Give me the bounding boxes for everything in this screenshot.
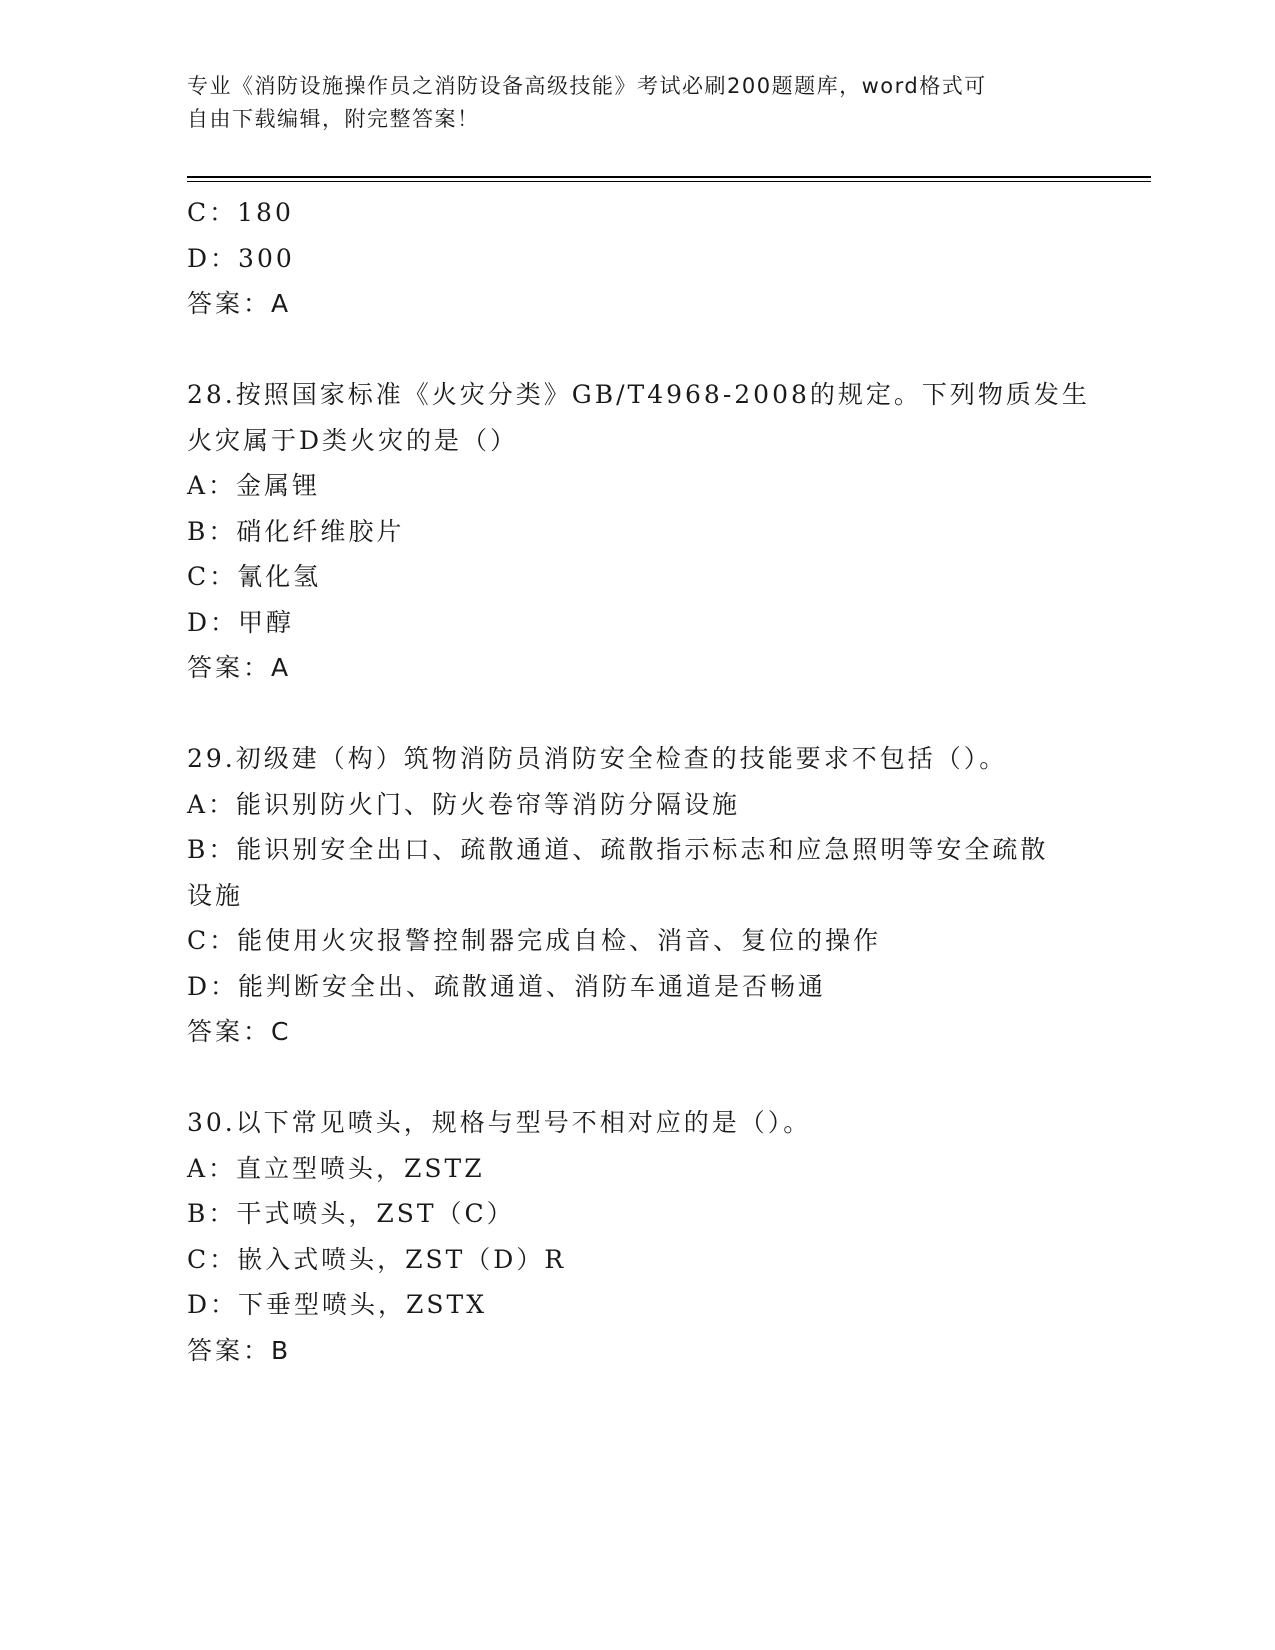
option-b-continued: 设施 xyxy=(187,880,244,910)
header-line-1: 专业《消防设施操作员之消防设备高级技能》考试必刷200题题库，word格式可 xyxy=(187,74,987,98)
option-c: C：180 xyxy=(187,198,294,227)
option-d: D：下垂型喷头，ZSTX xyxy=(187,1290,488,1319)
option-c: C：氰化氢 xyxy=(187,562,322,591)
question-stem-continued: 火灾属于D类火灾的是（） xyxy=(187,425,519,455)
question-stem: 29.初级建（构）筑物消防员消防安全检查的技能要求不包括（）。 xyxy=(187,744,1008,773)
option-d: D：300 xyxy=(187,243,295,273)
spacer xyxy=(187,1055,1087,1101)
option-d: D：能判断安全出、疏散通道、消防车通道是否畅通 xyxy=(187,971,827,1001)
option-a: A：金属锂 xyxy=(187,471,321,500)
option-c: C：能使用火灾报警控制器完成自检、消音、复位的操作 xyxy=(187,926,882,955)
answer-line: 答案：A xyxy=(187,289,292,318)
option-b: B：硝化纤维胶片 xyxy=(187,516,405,546)
header-line-2: 自由下载编辑，附完整答案！ xyxy=(187,107,480,131)
answer-line: 答案：C xyxy=(187,1017,292,1046)
option-b: B：干式喷头，ZST（C） xyxy=(187,1199,515,1228)
spacer xyxy=(187,327,1087,373)
option-d: D：甲醇 xyxy=(187,607,295,637)
option-b: B：能识别安全出口、疏散通道、疏散指示标志和应急照明等安全疏散 xyxy=(187,835,1049,864)
question-30 xyxy=(187,1100,1087,1373)
header-rule-thick xyxy=(187,176,1151,178)
answer-line: 答案：A xyxy=(187,653,292,682)
question-stem: 30.以下常见喷头，规格与型号不相对应的是（）。 xyxy=(187,1108,812,1137)
answer-line: 答案：B xyxy=(187,1335,292,1365)
header-rule-thin xyxy=(187,181,1151,182)
question-28 xyxy=(187,372,1090,691)
option-c: C：嵌入式喷头，ZST（D）R xyxy=(187,1244,567,1274)
spacer xyxy=(187,691,1087,737)
question-27-tail xyxy=(187,190,1087,327)
question-29 xyxy=(187,736,1087,1055)
question-content xyxy=(187,190,1090,1373)
option-a: A：直立型喷头，ZSTZ xyxy=(187,1153,485,1183)
question-stem: 28.按照国家标准《火灾分类》GB/T4968-2008的规定。下列物质发生 xyxy=(187,380,1090,409)
option-a: A：能识别防火门、防火卷帘等消防分隔设施 xyxy=(187,789,741,819)
page-header xyxy=(187,70,1067,136)
